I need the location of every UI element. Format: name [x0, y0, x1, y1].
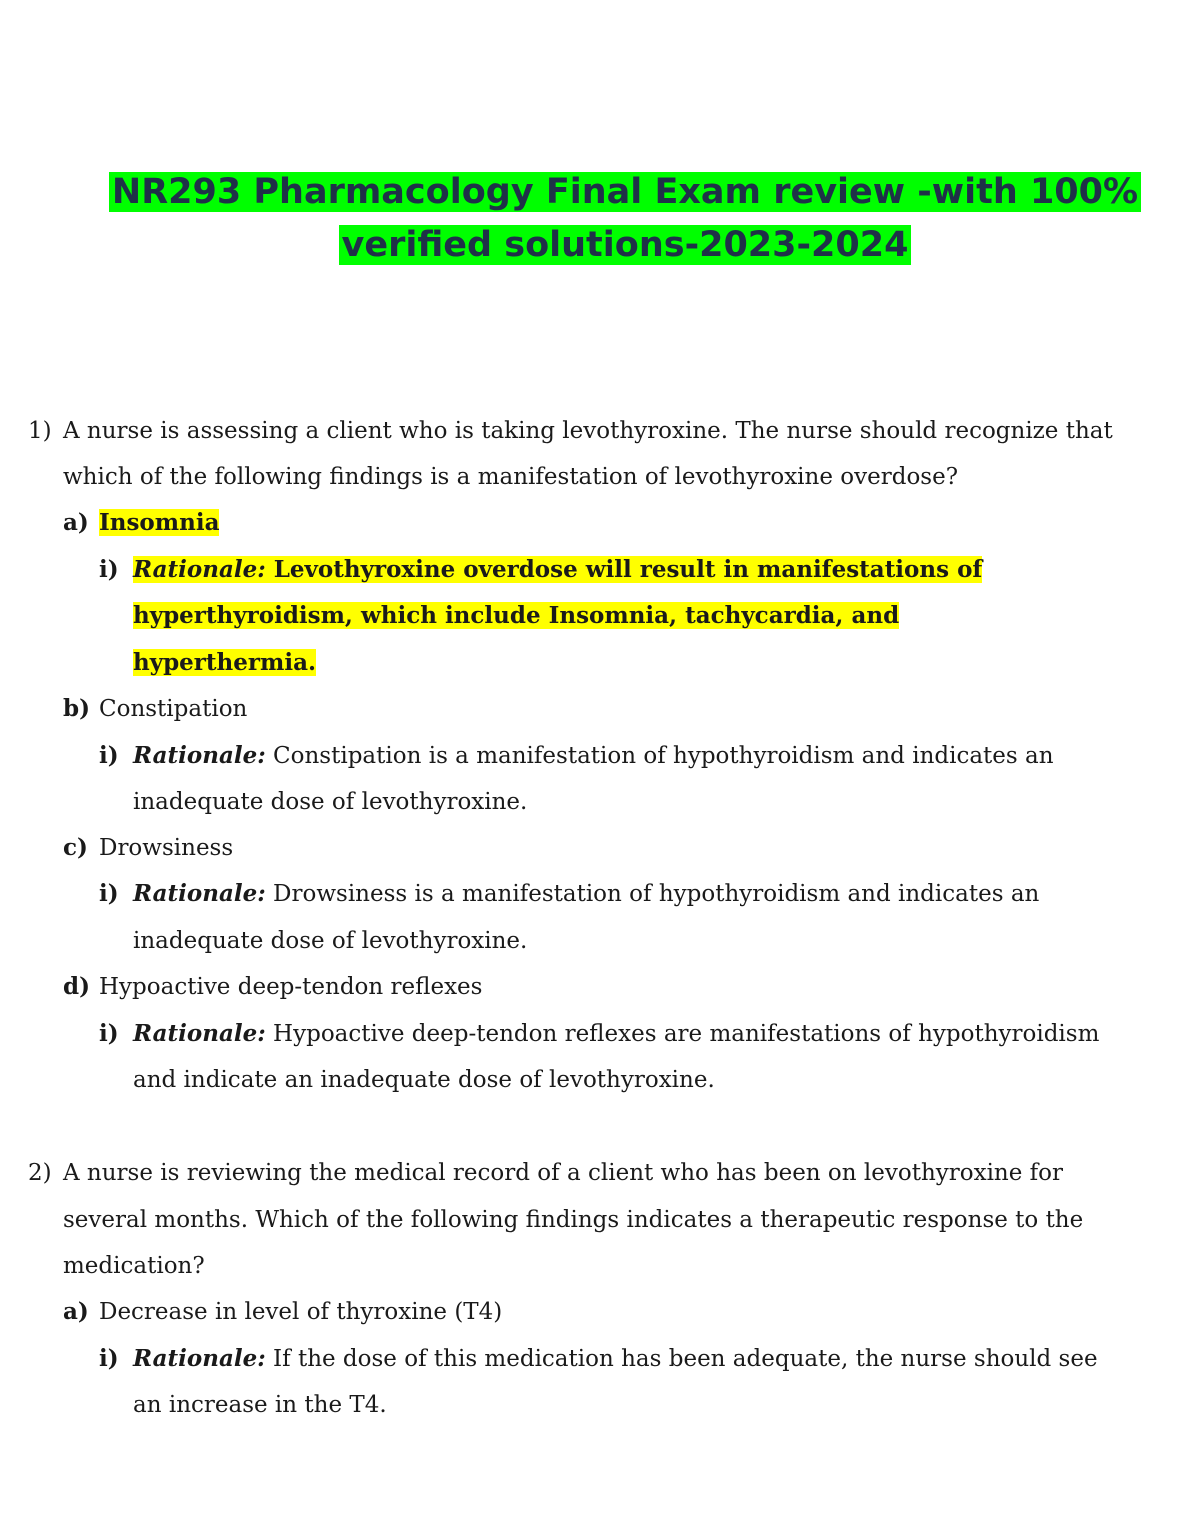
option-letter: b) — [63, 695, 90, 722]
option-text: Hypoactive deep-tendon reflexes — [99, 974, 483, 1000]
option-letter: d) — [63, 973, 90, 1000]
rationale-line: Rationale: Constipation is a manifestation of hypothyroidism and indicates an — [133, 742, 1054, 769]
rationale-line: and indicate an inadequate dose of levothyroxine. — [133, 1067, 715, 1093]
option-text: Drowsiness — [99, 835, 234, 861]
rationale-line: hyperthermia. — [133, 649, 317, 676]
rationale-line: hyperthyroidism, which include Insomnia, tachycardia, and — [133, 602, 900, 629]
option-letter: c) — [63, 834, 88, 861]
question-number: 1) — [28, 418, 52, 444]
option-text: Decrease in level of thyroxine (T4) — [99, 1299, 503, 1325]
rationale-label: Rationale: — [133, 556, 266, 583]
option-text: Constipation — [99, 696, 248, 722]
rationale-marker: i) — [99, 556, 119, 583]
rationale-line: Rationale: Hypoactive deep-tendon reflexes are manifestations of hypothyroidism — [133, 1020, 1100, 1047]
rationale-line: an increase in the T4. — [133, 1392, 387, 1418]
question-stem-line: medication? — [63, 1253, 205, 1279]
question-stem-line: which of the following findings is a manifestation of levothyroxine overdose? — [63, 464, 959, 490]
title-line-1: NR293 Pharmacology Final Exam review -with 100% — [109, 172, 1141, 212]
rationale-label: Rationale: — [133, 742, 266, 769]
rationale-line: Rationale: Drowsiness is a manifestation of hypothyroidism and indicates an — [133, 880, 1040, 907]
rationale-label: Rationale: — [133, 880, 266, 907]
question-stem-line: A nurse is reviewing the medical record of a client who has been on levothyroxine for — [63, 1160, 1064, 1186]
rationale-marker: i) — [99, 1020, 119, 1047]
rationale-label: Rationale: — [133, 1345, 266, 1372]
option-text-correct: Insomnia — [99, 509, 220, 536]
question-stem-line: several months. Which of the following findings indicates a therapeutic response to the — [63, 1207, 1084, 1233]
option-letter: a) — [63, 509, 89, 536]
rationale-line: Rationale: If the dose of this medication has been adequate, the nurse should see — [133, 1345, 1098, 1372]
rationale-marker: i) — [99, 742, 119, 769]
document-title — [60, 166, 1190, 272]
rationale-label: Rationale: — [133, 1020, 266, 1047]
title-line-2: verified solutions-2023-2024 — [339, 225, 912, 265]
rationale-line: inadequate dose of levothyroxine. — [133, 928, 528, 954]
rationale-line: inadequate dose of levothyroxine. — [133, 789, 528, 815]
option-letter: a) — [63, 1298, 89, 1325]
question-number: 2) — [28, 1160, 52, 1186]
rationale-marker: i) — [99, 880, 119, 907]
rationale-marker: i) — [99, 1345, 119, 1372]
question-stem-line: A nurse is assessing a client who is taking levothyroxine. The nurse should recognize that — [63, 418, 1113, 444]
rationale-line: Rationale: Levothyroxine overdose will result in manifestations of — [133, 556, 983, 583]
